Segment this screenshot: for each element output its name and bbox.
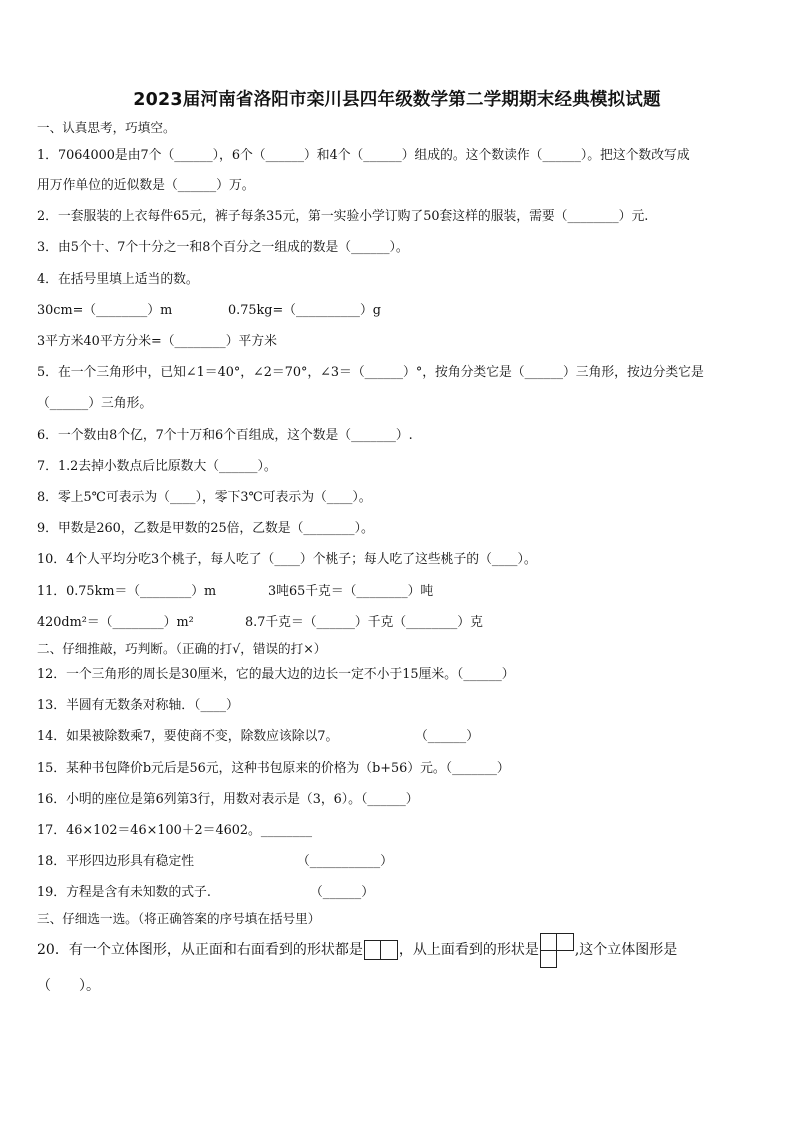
- question-16: 16．小明的座位是第6列第3行，用数对表示是（3，6）。（______）: [37, 792, 419, 807]
- question-3: 3．由5个十、7个十分之一和8个百分之一组成的数是（______）。: [37, 240, 409, 255]
- question-14-blank: （______）: [415, 729, 479, 744]
- question-1-line-1: 1．7064000是由7个（______），6个（______）和4个（______）组成的。这个数读作（______）。把这个数改写成: [37, 148, 690, 163]
- question-11-part-a: 11．0.75km＝（________）m: [37, 584, 217, 599]
- question-20-text-a: 20．有一个立体图形，从正面和右面看到的形状都是: [37, 942, 363, 958]
- question-6: 6．一个数由8个亿，7个十万和6个百组成，这个数是（_______）.: [37, 428, 413, 443]
- question-20-line-2: （ ）。: [37, 978, 100, 994]
- section-3-heading: 三、仔细选一选。（将正确答案的序号填在括号里）: [37, 911, 321, 926]
- question-11-part-c: 420dm²＝（________）m²: [37, 615, 194, 630]
- question-15: 15．某种书包降价b元后是56元，这种书包原来的价格为（b+56）元。（_______）: [37, 761, 510, 776]
- question-13: 13．半圆有无数条对称轴．（____）: [37, 698, 239, 713]
- page-title: 2023届河南省洛阳市栾川县四年级数学第二学期期末经典模拟试题: [133, 90, 661, 110]
- question-14: 14．如果被除数乘7，要使商不变，除数应该除以7。: [37, 729, 339, 744]
- question-4-part-c: 3平方米40平方分米=（________）平方米: [37, 334, 277, 349]
- question-4: 4．在括号里填上适当的数。: [37, 272, 199, 287]
- question-5-line-2: （______）三角形。: [37, 396, 153, 411]
- question-8: 8．零上5℃可表示为（____），零下3℃可表示为（____）。: [37, 490, 372, 505]
- question-4-part-b: 0.75kg=（__________）g: [228, 303, 381, 318]
- question-20-line-1: [37, 939, 760, 961]
- section-2-heading: 二、仔细推敲，巧判断。（正确的打√，错误的打×）: [37, 641, 327, 656]
- question-19-blank: （______）: [310, 885, 374, 900]
- question-11-part-d: 8.7千克＝（______）千克（________）克: [245, 615, 483, 630]
- question-9: 9．甲数是260，乙数是甲数的25倍，乙数是（________）。: [37, 521, 374, 536]
- question-17: 17．46×102＝46×100＋2＝4602。________: [37, 823, 313, 838]
- question-11-part-b: 3吨65千克＝（________）吨: [268, 584, 434, 599]
- question-18-blank: （___________）: [297, 854, 393, 869]
- question-20-text-c: ,这个立体图形是: [574, 942, 678, 958]
- question-1-line-2: 用万作单位的近似数是（______）万。: [37, 178, 255, 193]
- question-19: 19．方程是含有未知数的式子.: [37, 885, 211, 900]
- question-5-line-1: 5．在一个三角形中，已知∠1＝40°，∠2＝70°，∠3＝（______）°，按角分类它是（______）三角形，按边分类它是: [37, 365, 704, 380]
- question-20-text-b: ，从上面看到的形状是: [398, 942, 539, 958]
- question-4-part-a: 30cm=（________）m: [37, 303, 173, 318]
- question-10: 10．4个人平均分吃3个桃子，每人吃了（____）个桃子；每人吃了这些桃子的（____）。: [37, 552, 537, 567]
- section-1-heading: 一、认真思考，巧填空。: [37, 120, 176, 135]
- question-7: 7．1.2去掉小数点后比原数大（______）。: [37, 459, 277, 474]
- front-view-figure: [364, 940, 398, 960]
- question-2: 2．一套服装的上衣每件65元，裤子每条35元，第一实验小学订购了50套这样的服装，需要（________）元.: [37, 209, 649, 224]
- question-12: 12．一个三角形的周长是30厘米，它的最大边的边长一定不小于15厘米。（______）: [37, 667, 515, 682]
- question-18: 18．平形四边形具有稳定性: [37, 854, 195, 869]
- top-view-figure: [539, 940, 575, 960]
